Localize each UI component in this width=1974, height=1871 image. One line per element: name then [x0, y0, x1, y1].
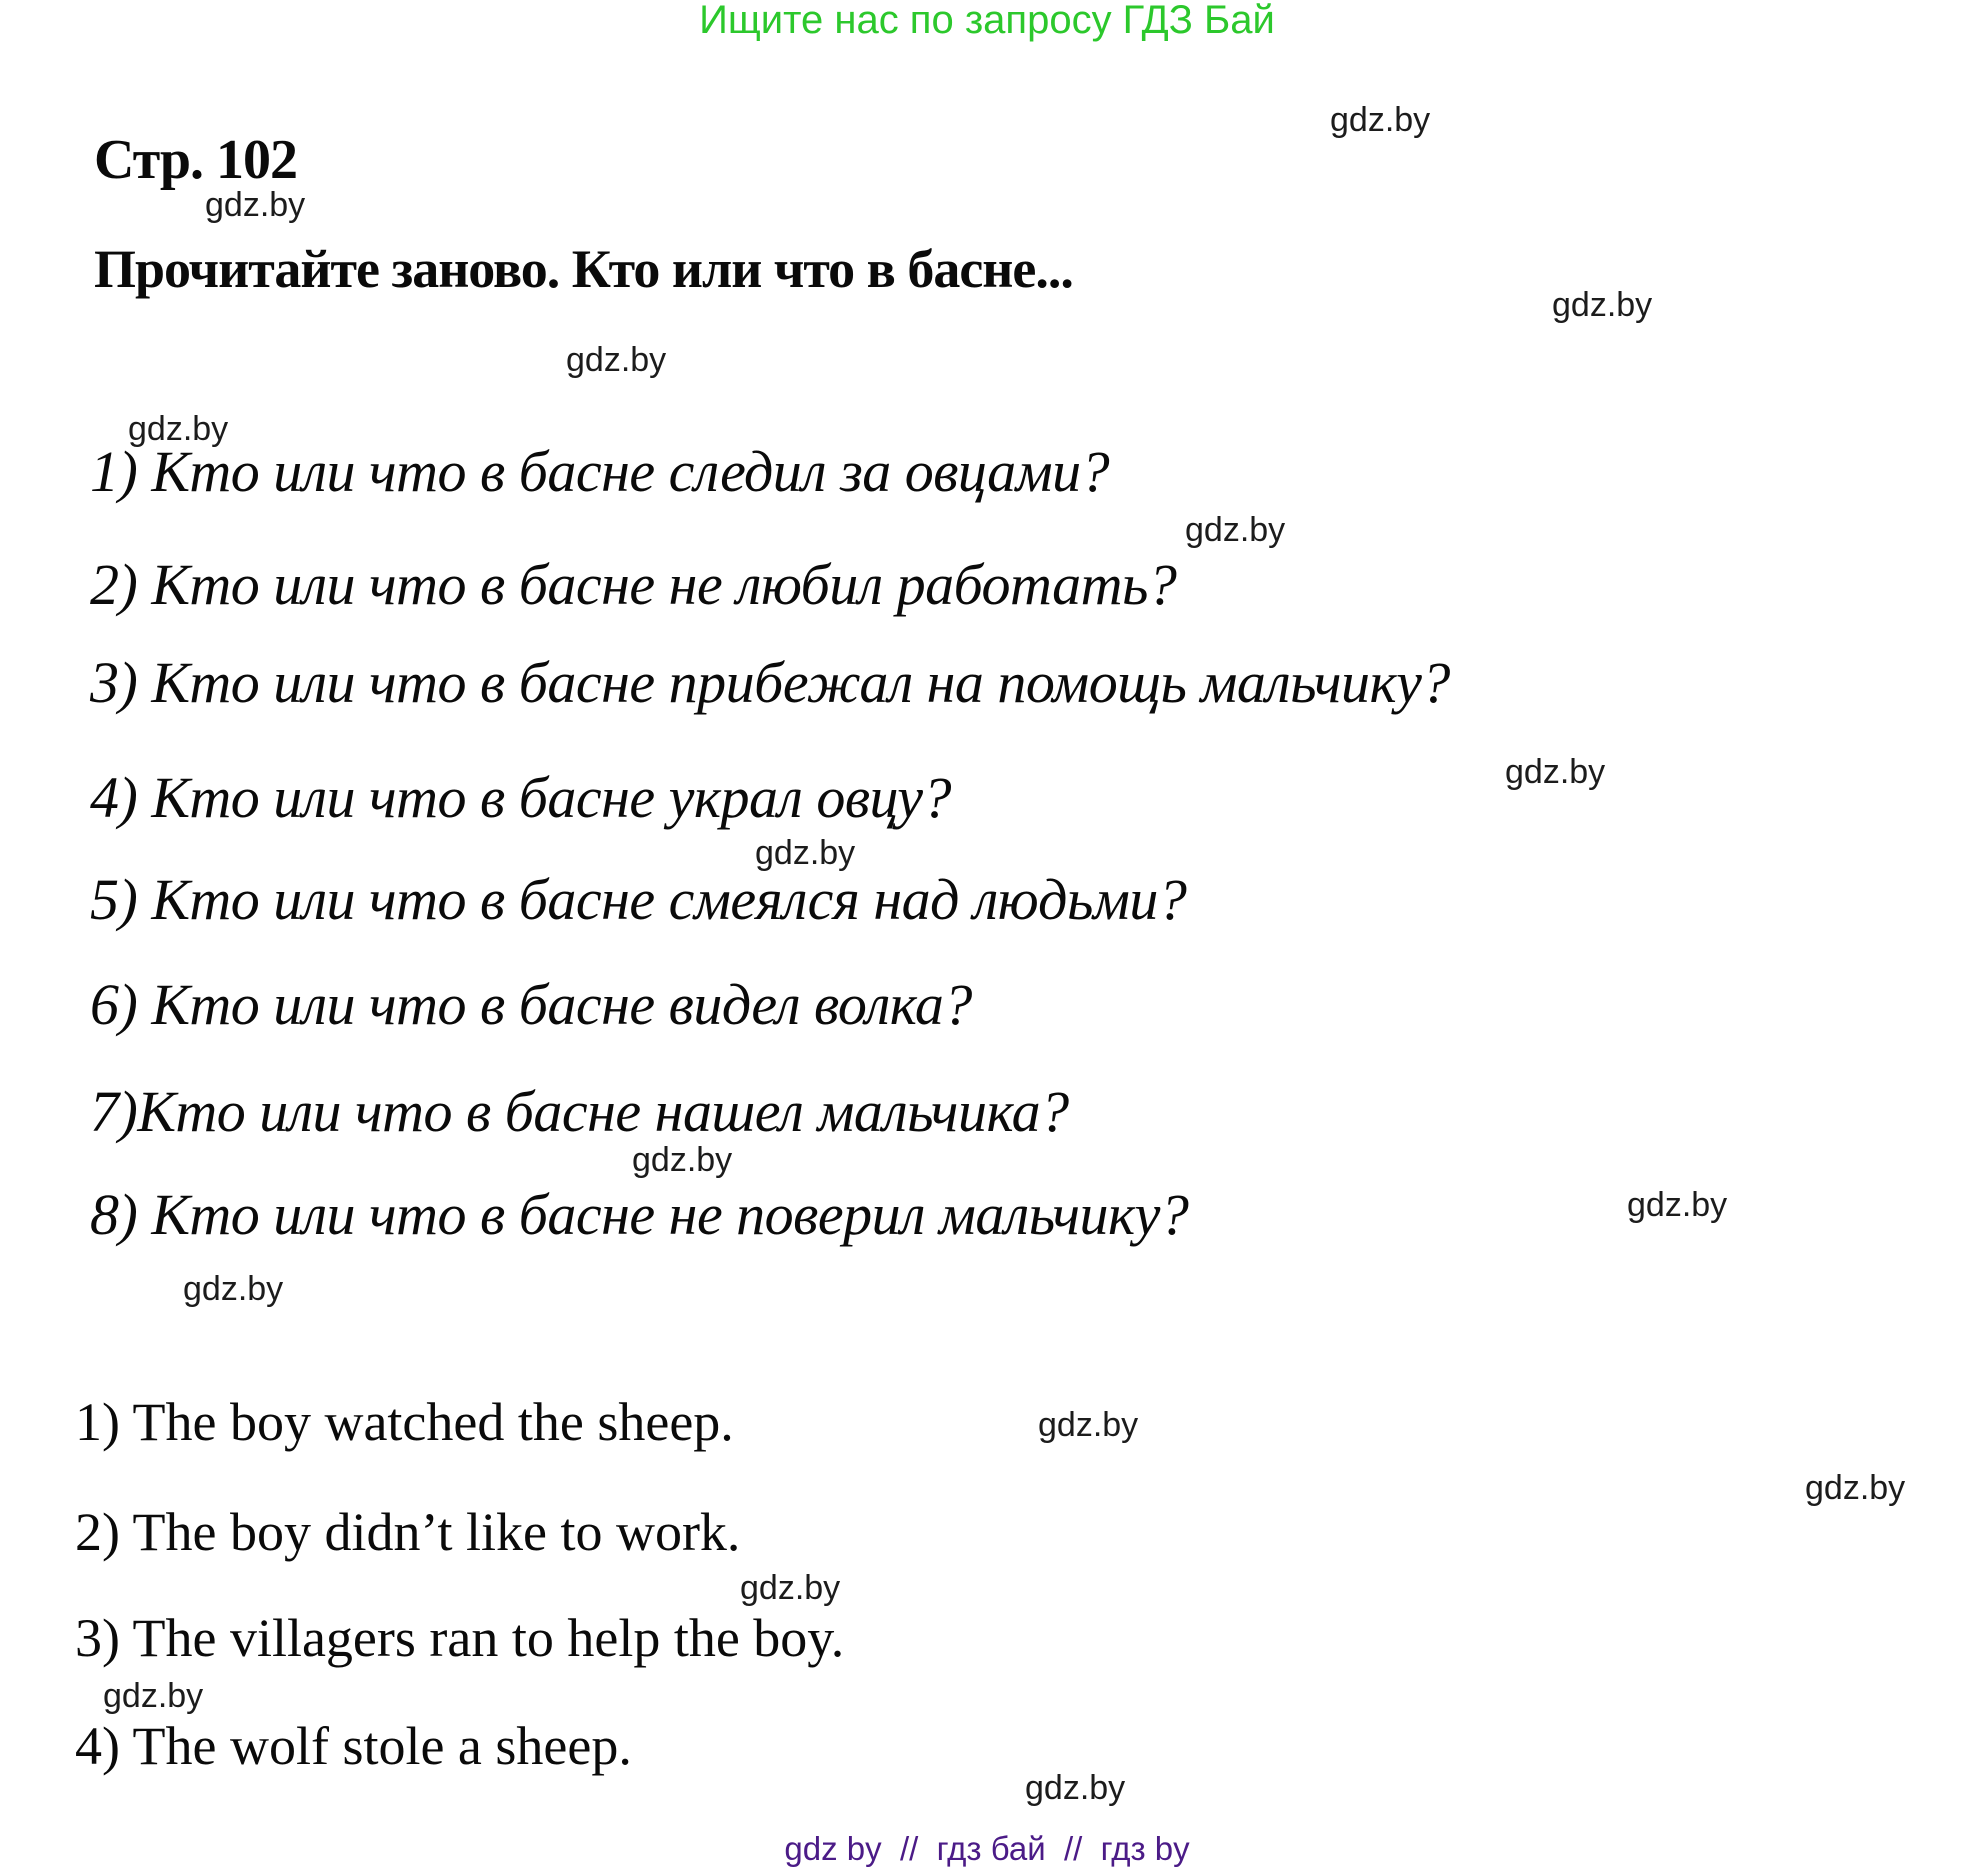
gdz-watermark: gdz.by — [1552, 286, 1653, 324]
gdz-watermark: gdz.by — [632, 1141, 733, 1179]
question-2: 2) Кто или что в басне не любил работать? — [90, 552, 1177, 617]
gdz-watermark: gdz.by — [1185, 511, 1286, 549]
answer-4: 4) The wolf stole a sheep. — [75, 1716, 632, 1776]
answer-3: 3) The villagers ran to help the boy. — [75, 1608, 845, 1668]
question-1: 1) Кто или что в басне следил за овцами? — [90, 439, 1110, 504]
gdz-watermark: gdz.by — [183, 1270, 284, 1308]
gdz-watermark: gdz.by — [103, 1677, 204, 1715]
page-number-heading: Стр. 102 — [94, 129, 298, 191]
question-7: 7)Кто или что в басне нашел мальчика? — [90, 1079, 1069, 1144]
site-footer-links: gdz by // гдз бай // гдз by — [784, 1830, 1190, 1867]
promo-banner-text: Ищите нас по запросу ГДЗ Бай — [699, 0, 1275, 42]
gdz-watermark: gdz.by — [1038, 1406, 1139, 1444]
gdz-watermark: gdz.by — [740, 1569, 841, 1607]
gdz-watermark: gdz.by — [755, 834, 856, 872]
question-5: 5) Кто или что в басне смеялся над людьми? — [90, 867, 1187, 932]
task-title: Прочитайте заново. Кто или что в басне... — [94, 239, 1073, 299]
gdz-watermark: gdz.by — [1505, 753, 1606, 791]
gdz-watermark: gdz.by — [1025, 1769, 1126, 1807]
question-4: 4) Кто или что в басне украл овцу? — [90, 765, 951, 830]
question-3: 3) Кто или что в басне прибежал на помощь мальчику? — [90, 650, 1450, 715]
gdz-watermark: gdz.by — [566, 341, 667, 379]
answer-2: 2) The boy didn’t like to work. — [75, 1502, 741, 1562]
gdz-watermark: gdz.by — [1627, 1186, 1728, 1224]
gdz-watermark: gdz.by — [205, 186, 306, 224]
answer-1: 1) The boy watched the sheep. — [75, 1392, 734, 1452]
gdz-watermark: gdz.by — [128, 410, 229, 448]
question-8: 8) Кто или что в басне не поверил мальчику? — [90, 1182, 1189, 1247]
gdz-watermark: gdz.by — [1330, 101, 1431, 139]
question-6: 6) Кто или что в басне видел волка? — [90, 972, 972, 1037]
gdz-watermark: gdz.by — [1805, 1469, 1906, 1507]
